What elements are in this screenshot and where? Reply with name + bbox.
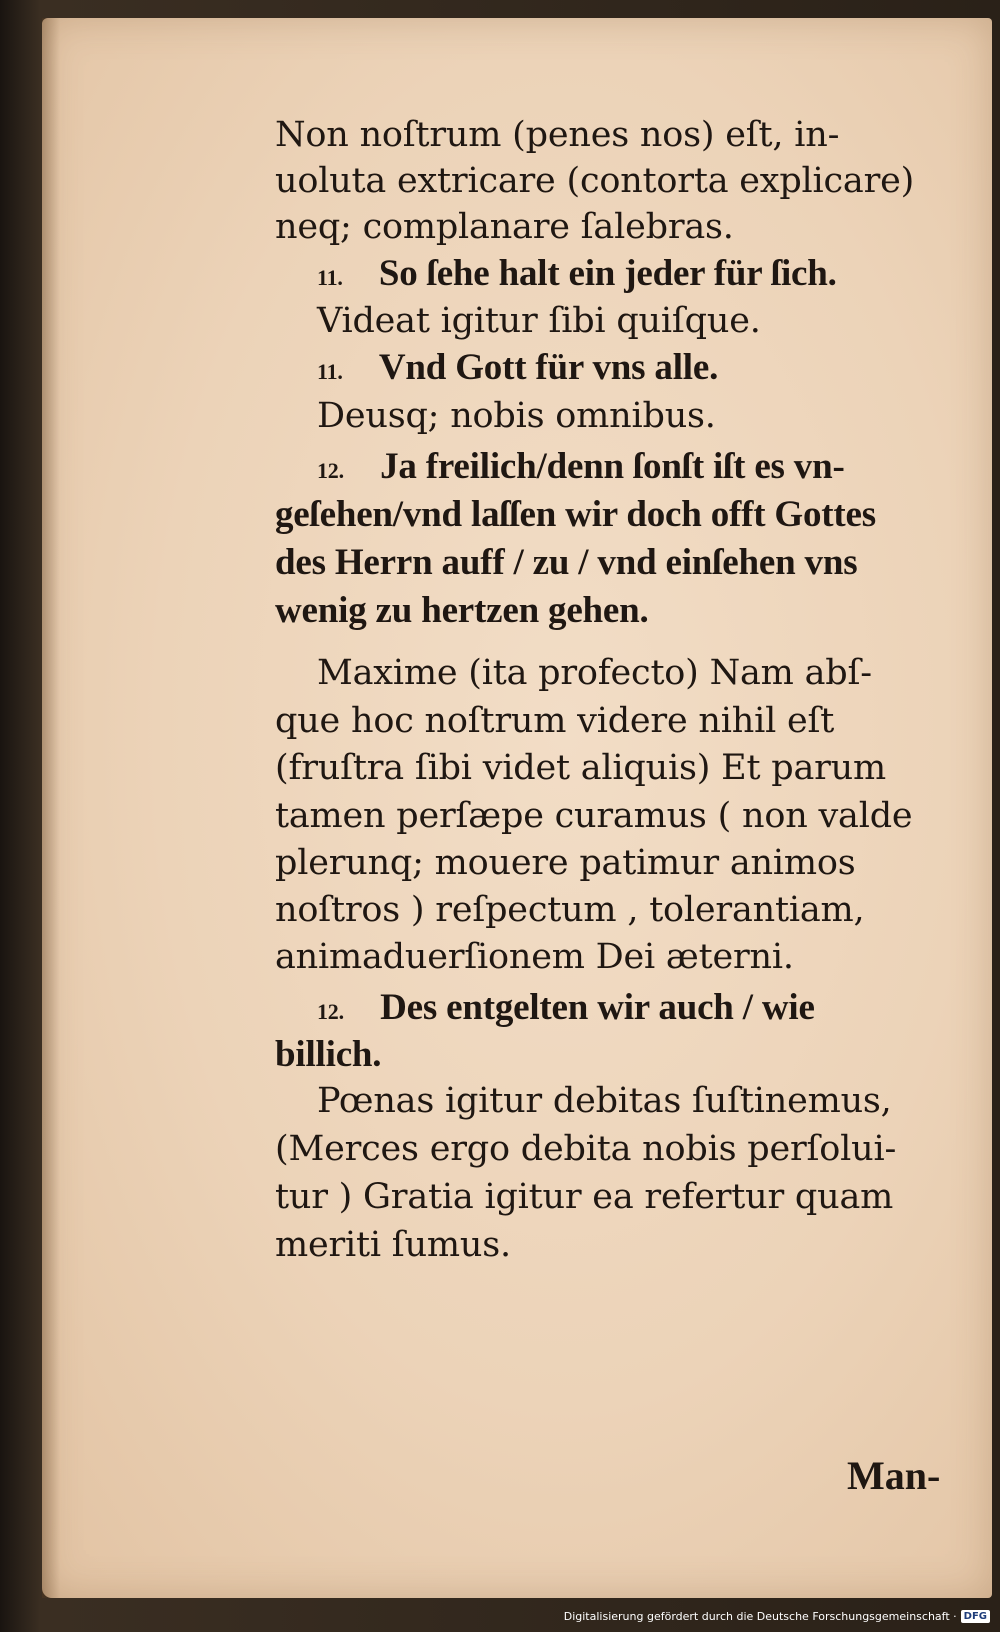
verse-number: 12. bbox=[317, 458, 344, 483]
text-line: des Herrn auff / zu / vnd einſehen vns bbox=[275, 542, 858, 583]
text-line: animaduerſionem Dei æterni. bbox=[275, 937, 794, 977]
show-through-text bbox=[317, 1296, 997, 1356]
text-line: Videat igitur ſibi quiſque. bbox=[317, 301, 761, 341]
catchword: Man- bbox=[847, 1453, 941, 1498]
text-line: geſehen/vnd laſſen wir doch offt Gottes bbox=[275, 494, 876, 535]
text-line: tamen perſæpe curamus ( non valde bbox=[275, 796, 913, 836]
text-line: 12. Ja freilich/denn ſonſt iſt es vn- bbox=[317, 446, 845, 487]
text-line: (fruſtra ſibi videt aliquis) Et parum bbox=[275, 748, 886, 788]
text-line: (Merces ergo debita nobis perſolui- bbox=[275, 1129, 897, 1169]
footer-credit: Digitalisierung gefördert durch die Deutsche Forschungsgemeinschaft · bbox=[563, 1609, 957, 1623]
text-line: uoluta extricare (contorta explicare) bbox=[275, 161, 915, 201]
dfg-logo: DFG bbox=[961, 1610, 990, 1623]
text-line: 12. Des entgelten wir auch / wie bbox=[317, 987, 815, 1028]
text-line: billich. bbox=[275, 1034, 382, 1075]
text-line: Pœnas igitur debitas ſuſtinemus, bbox=[317, 1081, 892, 1121]
text-line: Non noſtrum (penes nos) eſt, in- bbox=[275, 115, 840, 155]
text-line: wenig zu hertzen gehen. bbox=[275, 590, 649, 631]
digitization-footer bbox=[564, 1604, 990, 1628]
text-line: noſtros ) reſpectum , tolerantiam, bbox=[275, 890, 865, 930]
text-line: Maxime (ita profecto) Nam abſ- bbox=[317, 653, 872, 693]
verse-number: 11. bbox=[317, 359, 343, 384]
verse-number: 11. bbox=[317, 265, 343, 290]
text-line: plerunq; mouere patimur animos bbox=[275, 843, 856, 883]
text-line: neq; complanare ſalebras. bbox=[275, 207, 734, 247]
text-line: 11. So ſehe halt ein jeder für ſich. bbox=[317, 253, 837, 294]
text-line: 11. Vnd Gott für vns alle. bbox=[317, 347, 719, 388]
verse-number: 12. bbox=[317, 999, 344, 1024]
text-line: meriti ſumus. bbox=[275, 1225, 511, 1265]
text-line: Deusq; nobis omnibus. bbox=[317, 396, 716, 436]
text-line: que hoc noſtrum videre nihil eſt bbox=[275, 701, 835, 741]
text-line: tur ) Gratia igitur ea refertur quam bbox=[275, 1177, 894, 1217]
